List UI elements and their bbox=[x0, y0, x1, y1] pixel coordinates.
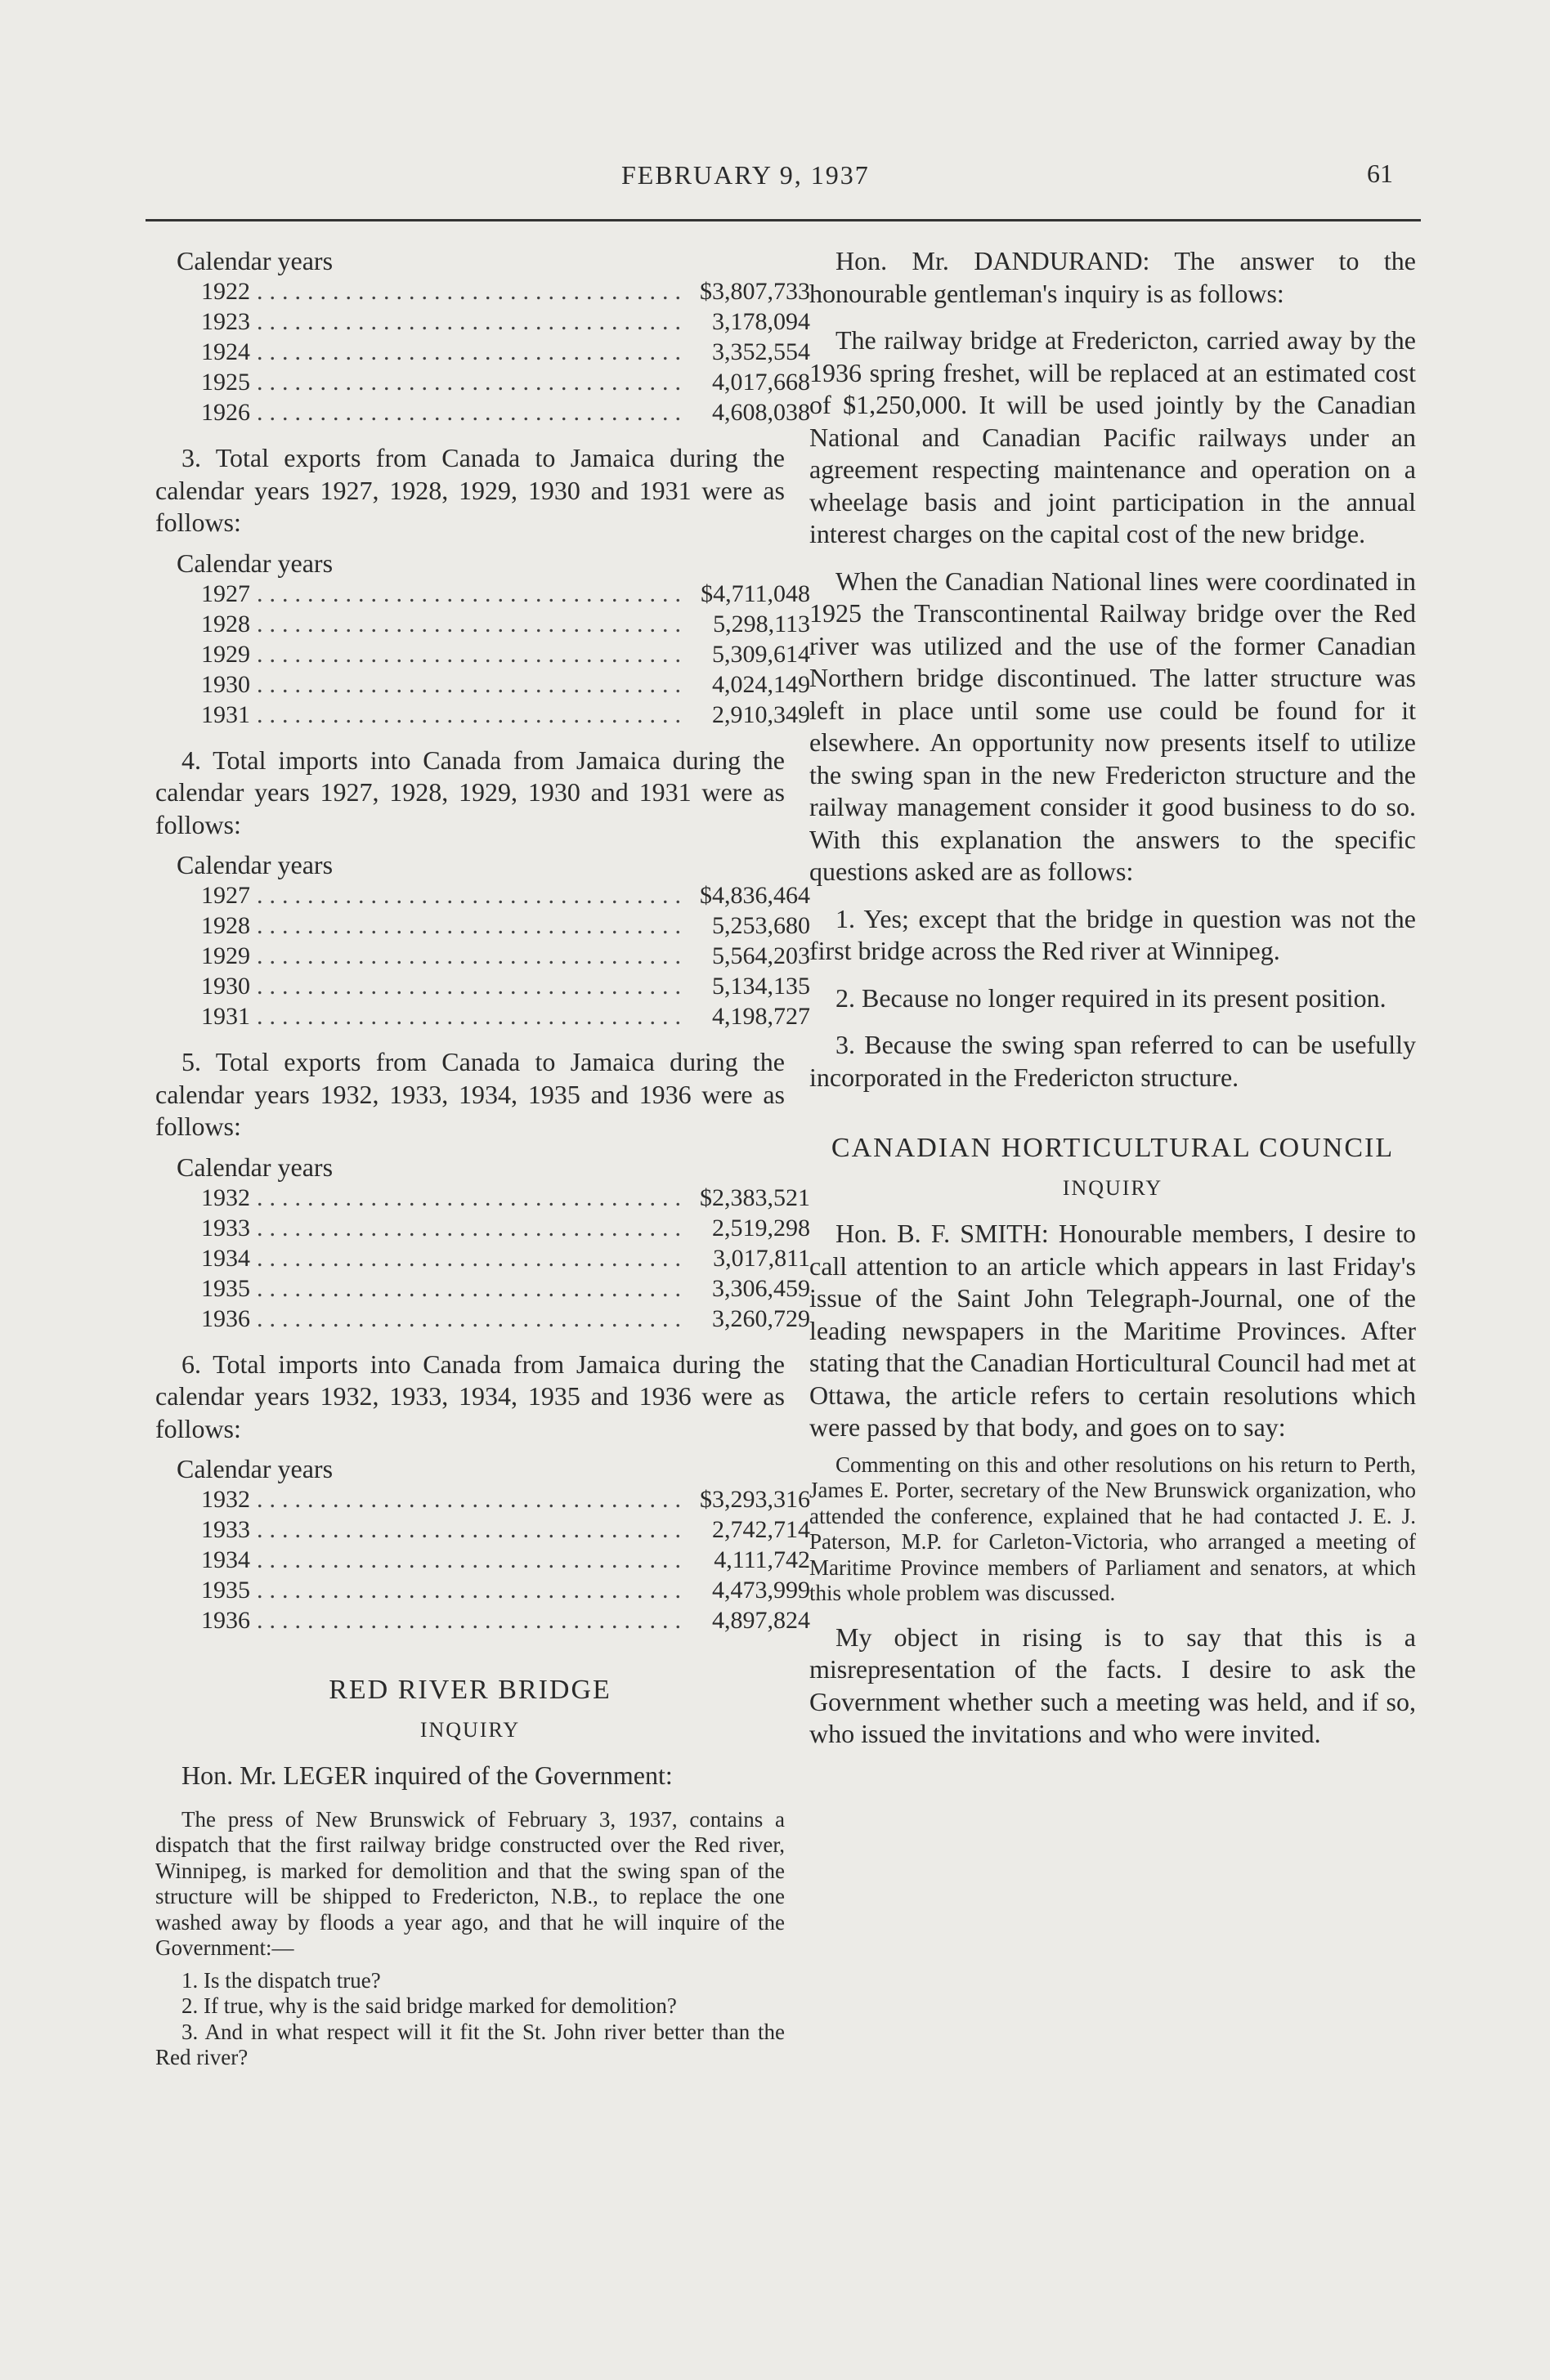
leader-dots: .................................. bbox=[257, 1577, 688, 1604]
leader-dots: .................................. bbox=[257, 1214, 688, 1241]
leader-dots: .................................. bbox=[257, 670, 688, 698]
row-year: 1931 bbox=[201, 1003, 250, 1030]
row-amount: $3,293,316 bbox=[700, 1486, 810, 1513]
table-row bbox=[201, 337, 810, 367]
row-year: 1935 bbox=[201, 1577, 250, 1604]
table-rows bbox=[201, 1183, 810, 1334]
leader-dots: .................................. bbox=[257, 942, 688, 969]
table-heading: Calendar years bbox=[177, 1152, 334, 1182]
table-row bbox=[201, 639, 810, 669]
row-amount: 4,017,668 bbox=[712, 369, 810, 396]
table-imports-1932-1936 bbox=[155, 1453, 810, 1635]
leader-dots: .................................. bbox=[257, 640, 688, 668]
row-year: 1931 bbox=[201, 700, 250, 728]
row-year: 1923 bbox=[201, 308, 250, 335]
row-amount: 2,742,714 bbox=[712, 1516, 810, 1543]
row-amount: 4,111,742 bbox=[714, 1546, 810, 1573]
row-year: 1930 bbox=[201, 973, 250, 1000]
table-row bbox=[201, 306, 810, 337]
row-amount: 4,198,727 bbox=[712, 1003, 810, 1030]
table-rows bbox=[201, 1484, 810, 1635]
leader-dots: .................................. bbox=[257, 973, 688, 1000]
section-subtitle-inquiry: INQUIRY bbox=[1062, 1176, 1163, 1200]
row-amount: 2,910,349 bbox=[712, 700, 810, 728]
leader-dots: .................................. bbox=[257, 610, 688, 638]
row-year: 1922 bbox=[201, 278, 250, 305]
row-year: 1936 bbox=[201, 1607, 250, 1634]
table-row bbox=[201, 1183, 810, 1213]
leader-dots: .................................. bbox=[257, 1304, 688, 1332]
page-header-date: FEBRUARY 9, 1937 bbox=[621, 160, 870, 190]
row-year: 1933 bbox=[201, 1214, 250, 1241]
table-row bbox=[201, 1545, 810, 1575]
section-title-red-river-bridge: RED RIVER BRIDGE bbox=[329, 1675, 611, 1705]
answer-1: 1. Yes; except that the bridge in question was not the first bridge across the Red river at Winnipeg. bbox=[809, 903, 1416, 965]
table-row bbox=[201, 1213, 810, 1243]
table-row bbox=[201, 941, 810, 971]
smith-question: My object in rising is to say that this is a misrepresentation of the facts. I desire to ask the Government whether such a meeting was held, and if so, who issued the invitations and who were invited. bbox=[809, 1622, 1416, 1748]
table-row bbox=[201, 910, 810, 941]
telegraph-journal-quote bbox=[809, 1452, 1416, 1607]
row-year: 1927 bbox=[201, 882, 250, 909]
paragraph-3: 3. Total exports from Canada to Jamaica during the calendar years 1927, 1928, 1929, 1930 and 1931 were as follows: bbox=[155, 443, 785, 537]
row-amount: 4,473,999 bbox=[712, 1577, 810, 1604]
question-1: 1. Is the dispatch true? bbox=[181, 1967, 381, 1993]
row-amount: 3,017,811 bbox=[713, 1244, 810, 1272]
row-amount: 3,178,094 bbox=[712, 308, 810, 335]
row-year: 1929 bbox=[201, 942, 250, 969]
table-row bbox=[201, 609, 810, 639]
row-year: 1932 bbox=[201, 1486, 250, 1513]
row-year: 1928 bbox=[201, 912, 250, 939]
leader-dots: .................................. bbox=[257, 1274, 688, 1302]
leader-dots: .................................. bbox=[257, 1486, 688, 1513]
table-row bbox=[201, 579, 810, 609]
table-row bbox=[201, 1001, 810, 1031]
table-row bbox=[201, 1605, 810, 1635]
table-row bbox=[201, 1273, 810, 1304]
right-column bbox=[809, 245, 1416, 1751]
table-rows bbox=[201, 276, 810, 427]
table-exports-1932-1936 bbox=[155, 1152, 810, 1334]
leger-quote bbox=[155, 1807, 785, 2071]
row-amount: 3,352,554 bbox=[712, 338, 810, 365]
row-amount: 5,253,680 bbox=[712, 912, 810, 939]
row-amount: $3,807,733 bbox=[700, 278, 810, 305]
table-row bbox=[201, 880, 810, 910]
question-3: 3. And in what respect will it fit the St. John river better than the Red river? bbox=[155, 2019, 785, 2069]
row-amount: 5,309,614 bbox=[712, 640, 810, 668]
left-column bbox=[155, 245, 810, 2071]
row-year: 1925 bbox=[201, 369, 250, 396]
table-rows bbox=[201, 880, 810, 1031]
leger-inquiry-intro: Hon. Mr. LEGER inquired of the Government: bbox=[181, 1760, 673, 1790]
table-row bbox=[201, 276, 810, 306]
leader-dots: .................................. bbox=[257, 1003, 688, 1030]
table-row bbox=[201, 397, 810, 427]
table-row bbox=[201, 1514, 810, 1545]
table-exports-1927-1931 bbox=[155, 548, 810, 730]
leader-dots: .................................. bbox=[257, 338, 688, 365]
row-year: 1924 bbox=[201, 338, 250, 365]
row-amount: 4,024,149 bbox=[712, 670, 810, 698]
header-rule bbox=[146, 219, 1421, 221]
leader-dots: .................................. bbox=[257, 369, 688, 396]
leader-dots: .................................. bbox=[257, 278, 688, 305]
row-year: 1928 bbox=[201, 610, 250, 638]
row-year: 1935 bbox=[201, 1274, 250, 1302]
table-row bbox=[201, 669, 810, 700]
table-row bbox=[201, 1575, 810, 1605]
row-amount: 2,519,298 bbox=[712, 1214, 810, 1241]
quote-text: Commenting on this and other resolutions on his return to Perth, James E. Porter, secretary of the New Brunswick organization, who attended the conference, explained that he had contacted J. E. J. Paterson, M.P. for Carleton-Victoria, who arranged a meeting of Maritime Province members of Parliament and senators, at which this whole problem was discussed. bbox=[809, 1452, 1416, 1605]
leader-dots: .................................. bbox=[257, 700, 688, 728]
row-year: 1932 bbox=[201, 1183, 250, 1211]
table-heading: Calendar years bbox=[177, 1454, 334, 1483]
table-heading: Calendar years bbox=[177, 850, 334, 879]
smith-statement: Hon. B. F. SMITH: Honourable members, I desire to call attention to an article which appears in last Friday's issue of the Saint John Telegraph-Journal, one of the leading newspapers in the Maritime Provinces. After stating that the Canadian Horticultural Council had met at Ottawa, the article refers to certain resolutions which were passed by that body, and goes on to say: bbox=[809, 1219, 1416, 1442]
row-year: 1926 bbox=[201, 399, 250, 426]
leader-dots: .................................. bbox=[257, 1244, 688, 1272]
row-amount: 4,897,824 bbox=[712, 1607, 810, 1634]
row-amount: 5,298,113 bbox=[713, 610, 810, 638]
leader-dots: .................................. bbox=[257, 308, 688, 335]
table-row bbox=[201, 1304, 810, 1334]
row-amount: 3,260,729 bbox=[712, 1304, 810, 1332]
row-year: 1933 bbox=[201, 1516, 250, 1543]
row-year: 1936 bbox=[201, 1304, 250, 1332]
table-row bbox=[201, 1484, 810, 1514]
table-row bbox=[201, 1243, 810, 1273]
leader-dots: .................................. bbox=[257, 1516, 688, 1543]
paragraph-4: 4. Total imports into Canada from Jamaica during the calendar years 1927, 1928, 1929, 1930 and 1931 were as follows: bbox=[155, 745, 785, 839]
answer-3: 3. Because the swing span referred to can be usefully incorporated in the Fredericton structure. bbox=[809, 1030, 1416, 1092]
table-row bbox=[201, 971, 810, 1001]
leader-dots: .................................. bbox=[257, 579, 688, 607]
question-2: 2. If true, why is the said bridge marked for demolition? bbox=[181, 1993, 677, 2018]
table-imports-1927-1931 bbox=[155, 849, 810, 1031]
table-rows bbox=[201, 579, 810, 730]
row-year: 1929 bbox=[201, 640, 250, 668]
table-row bbox=[201, 700, 810, 730]
section-subtitle-inquiry: INQUIRY bbox=[419, 1718, 521, 1742]
row-amount: $4,711,048 bbox=[701, 579, 810, 607]
table-row bbox=[201, 367, 810, 397]
leader-dots: .................................. bbox=[257, 1607, 688, 1634]
row-amount: $4,836,464 bbox=[700, 882, 810, 909]
answer-paragraph-2: When the Canadian National lines were coordinated in 1925 the Transcontinental Railway bridge over the Red river was utilized and the use of the former Canadian Northern bridge discontinued. The latter structure was left in place until some use could be found for it elsewhere. An opportunity now presents itself to utilize the swing span in the new Fredericton structure and the railway management consider it good business to do so. With this explanation the answers to the specific questions asked are as follows: bbox=[809, 566, 1416, 886]
table-heading: Calendar years bbox=[177, 246, 334, 275]
leader-dots: .................................. bbox=[257, 882, 688, 909]
dandurand-answer-intro: Hon. Mr. DANDURAND: The answer to the honourable gentleman's inquiry is as follows: bbox=[809, 246, 1416, 308]
answer-paragraph-1: The railway bridge at Fredericton, carried away by the 1936 spring freshet, will be replaced at an estimated cost of $1,250,000. It will be used jointly by the Canadian National and Canadian Pacific railways under an agreement respecting maintenance and operation on a wheelage basis and joint participation in the annual interest charges on the capital cost of the new bridge. bbox=[809, 325, 1416, 548]
answer-2: 2. Because no longer required in its present position. bbox=[835, 982, 1386, 1013]
row-year: 1927 bbox=[201, 579, 250, 607]
row-amount: 5,564,203 bbox=[712, 942, 810, 969]
table-1922-1926 bbox=[155, 245, 810, 427]
row-year: 1930 bbox=[201, 670, 250, 698]
page-number: 61 bbox=[1367, 159, 1393, 188]
row-amount: 4,608,038 bbox=[712, 399, 810, 426]
leader-dots: .................................. bbox=[257, 399, 688, 426]
paragraph-6: 6. Total imports into Canada from Jamaica during the calendar years 1932, 1933, 1934, 1935 and 1936 were as follows: bbox=[155, 1349, 785, 1443]
quote-text: The press of New Brunswick of February 3, 1937, contains a dispatch that the first railway bridge constructed over the Red river, Winnipeg, is marked for demolition and that the swing span of the structure will be shipped to Fredericton, N.B., to replace the one washed away by floods a year ago, and that he will inquire of the Government:— bbox=[155, 1806, 785, 1960]
table-heading: Calendar years bbox=[177, 548, 334, 578]
row-year: 1934 bbox=[201, 1546, 250, 1573]
paragraph-5: 5. Total exports from Canada to Jamaica during the calendar years 1932, 1933, 1934, 1935 and 1936 were as follows: bbox=[155, 1047, 785, 1141]
leader-dots: .................................. bbox=[257, 912, 688, 939]
leader-dots: .................................. bbox=[257, 1546, 688, 1573]
leader-dots: .................................. bbox=[257, 1183, 688, 1211]
section-title-horticultural-council: CANADIAN HORTICULTURAL COUNCIL bbox=[831, 1133, 1395, 1163]
row-amount: 3,306,459 bbox=[712, 1274, 810, 1302]
row-amount: $2,383,521 bbox=[700, 1183, 810, 1211]
row-year: 1934 bbox=[201, 1244, 250, 1272]
row-amount: 5,134,135 bbox=[712, 973, 810, 1000]
